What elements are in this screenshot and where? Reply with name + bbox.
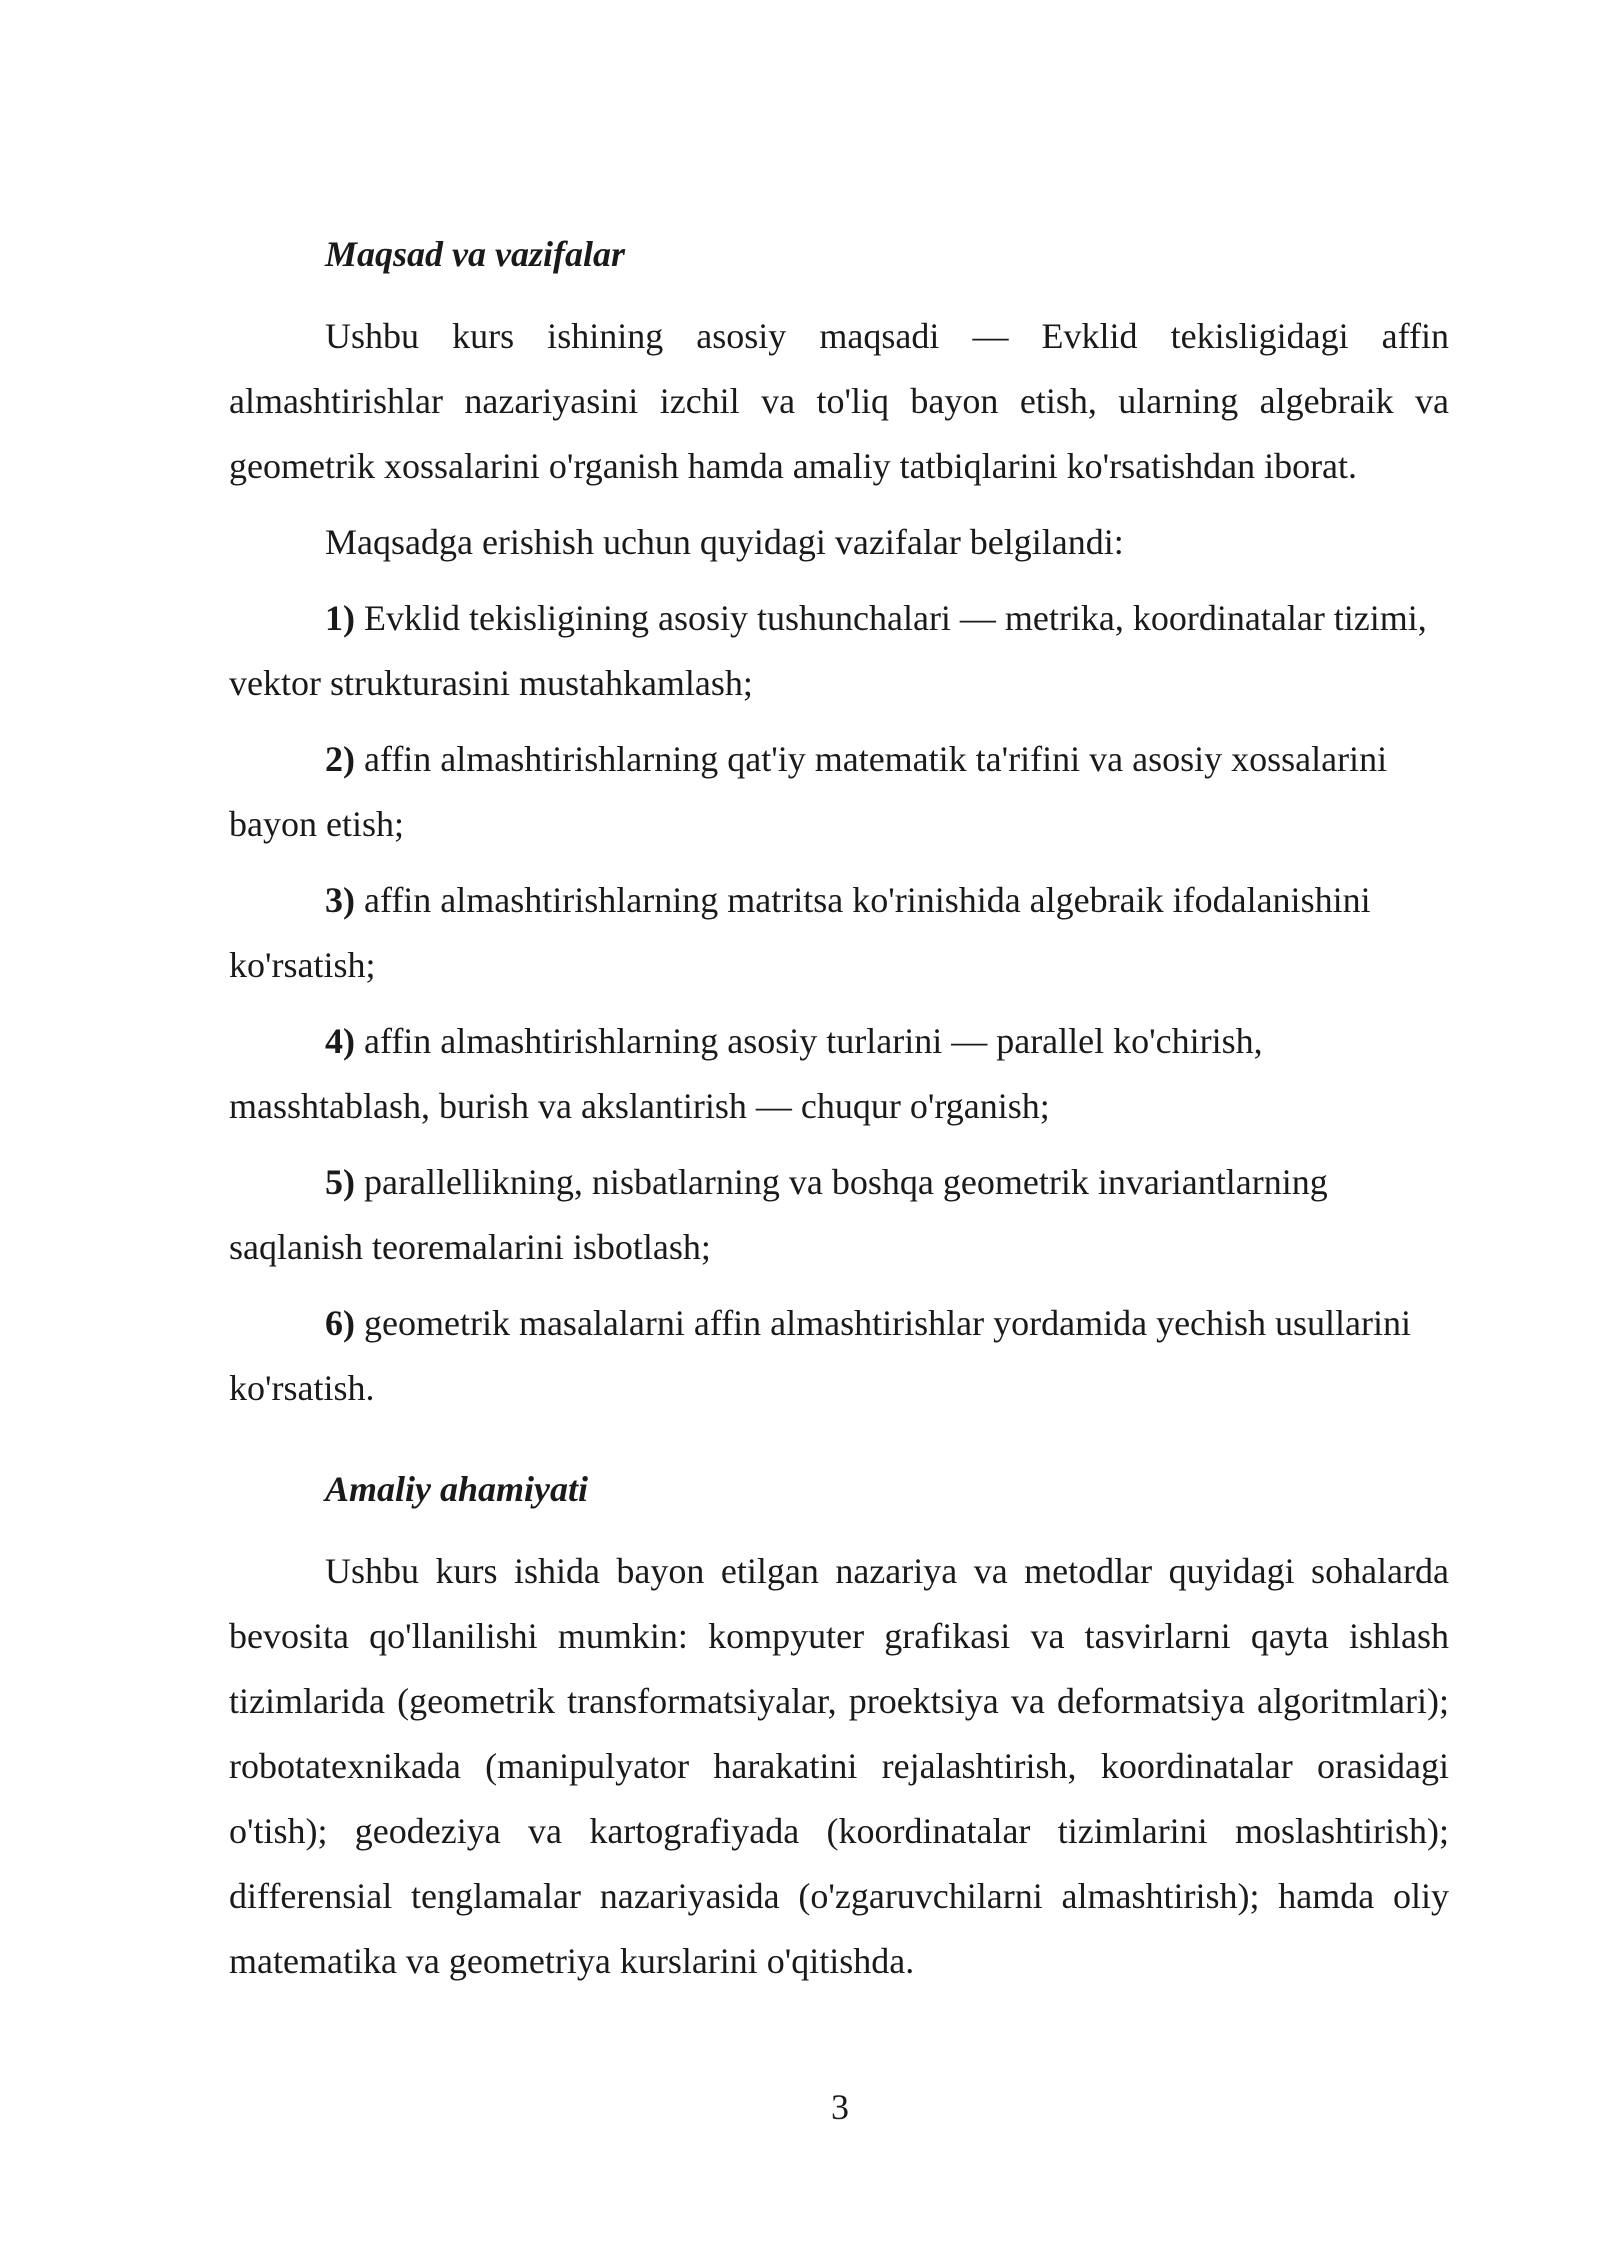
task-text: geometrik masalalarni affin almashtirishlar yordamida yechish usullarini ko'rsatish. — [229, 1303, 1412, 1408]
section-heading-practical-significance: Amaliy ahamiyati — [325, 1469, 589, 1509]
page-number: 3 — [831, 2087, 849, 2127]
task-text: affin almashtirishlarning qat'iy matematik ta'rifini va asosiy xossalarini bayon etish; — [229, 739, 1388, 844]
task-item-5 — [229, 1150, 1449, 1280]
document-page — [229, 222, 1449, 2005]
task-item-1 — [229, 586, 1449, 716]
task-number: 1) — [325, 598, 355, 638]
task-item-6 — [229, 1291, 1449, 1421]
task-text: affin almashtirishlarning asosiy turlarini — parallel ko'chirish, masshtablash, burish va akslantirish — chuqur o'rganish; — [229, 1021, 1263, 1126]
task-number: 4) — [325, 1021, 355, 1061]
task-number: 2) — [325, 739, 355, 779]
task-item-4 — [229, 1009, 1449, 1139]
section-heading-goals: Maqsad va vazifalar — [325, 234, 625, 274]
practical-significance-paragraph: Ushbu kurs ishida bayon etilgan nazariya va metodlar quyidagi sohalarda bevosita qo'llanilishi mumkin: kompyuter grafikasi va tasvirlarni qayta ishlash tizimlarida (geometrik transformatsiyalar, proektsiya va deformatsiya algoritmlari); robotatexnikada (manipulyator harakatini rejalashtirish, koordinatalar orasidagi o'tish); geodeziya va kartografiyada (koordinatalar tizimlarini moslashtirish); differensial tenglamalar nazariyasida (o'zgaruvchilarni almashtirish); hamda oliy matematika va geometriya kurslarini o'qitishda. — [229, 1551, 1449, 1981]
task-text: affin almashtirishlarning matritsa ko'rinishida algebraik ifodalanishini ko'rsatish; — [229, 880, 1371, 985]
task-item-2 — [229, 727, 1449, 857]
task-number: 3) — [325, 880, 355, 920]
goals-intro-paragraph: Ushbu kurs ishining asosiy maqsadi — Evklid tekisligidagi affin almashtirishlar nazariyasini izchil va to'liq bayon etish, ularning algebraik va geometrik xossalarini o'rganish hamda amaliy tatbiqlarini ko'rsatishdan iborat. — [229, 316, 1449, 486]
tasks-lead-paragraph: Maqsadga erishish uchun quyidagi vazifalar belgilandi: — [325, 522, 1124, 562]
task-item-3 — [229, 868, 1449, 998]
task-text: Evklid tekisligining asosiy tushunchalari — metrika, koordinatalar tizimi, vektor strukturasini mustahkamlash; — [229, 598, 1427, 703]
task-text: parallellikning, nisbatlarning va boshqa geometrik invariantlarning saqlanish teoremalarini isbotlash; — [229, 1162, 1328, 1267]
task-number: 6) — [325, 1303, 355, 1343]
task-number: 5) — [325, 1162, 355, 1202]
